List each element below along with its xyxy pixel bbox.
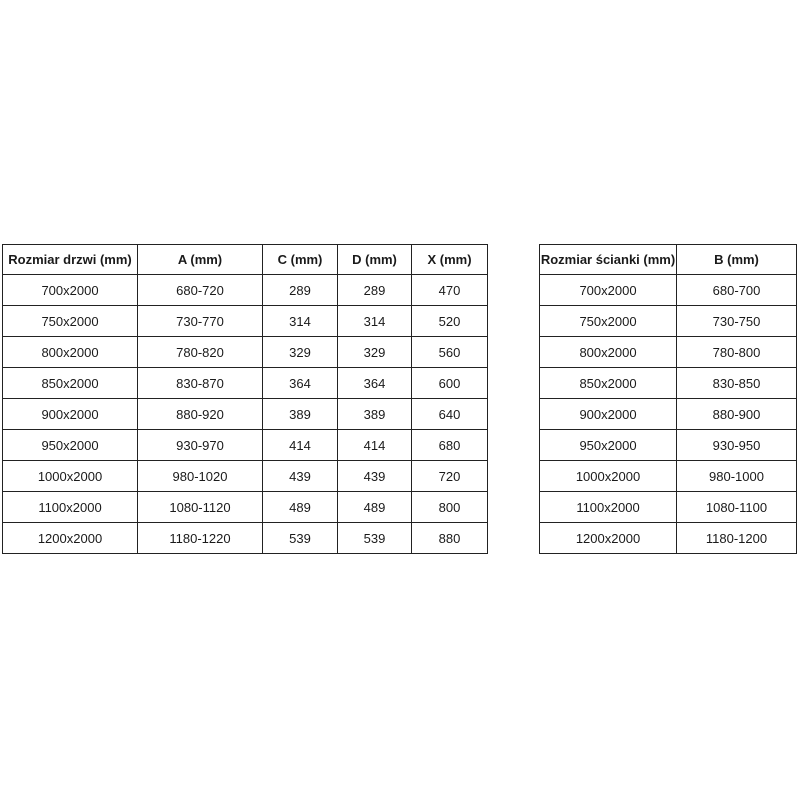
table-cell: 1080-1100 [677,492,797,523]
table-cell: 1200x2000 [3,523,138,554]
column-header: Rozmiar drzwi (mm) [3,245,138,275]
door-dimensions-table [2,244,488,554]
table-row [540,492,797,523]
table-cell: 414 [263,430,338,461]
table-cell: 980-1020 [138,461,263,492]
table-row [540,523,797,554]
table-cell: 1100x2000 [540,492,677,523]
table-cell: 539 [338,523,412,554]
table-cell: 800 [412,492,488,523]
table-cell: 1100x2000 [3,492,138,523]
table-cell: 930-970 [138,430,263,461]
table-cell: 850x2000 [3,368,138,399]
column-header: B (mm) [677,245,797,275]
table-cell: 930-950 [677,430,797,461]
table-cell: 680 [412,430,488,461]
header-row [540,245,797,275]
table-cell: 950x2000 [3,430,138,461]
table-cell: 470 [412,275,488,306]
table-row [3,368,488,399]
table-row [540,306,797,337]
table-cell: 314 [263,306,338,337]
table-row [540,368,797,399]
table-row [540,430,797,461]
table-cell: 439 [338,461,412,492]
wall-dimensions-body [540,275,797,554]
table-cell: 750x2000 [3,306,138,337]
table-cell: 680-720 [138,275,263,306]
table-cell: 489 [263,492,338,523]
table-row [540,275,797,306]
table-cell: 720 [412,461,488,492]
table-cell: 880-900 [677,399,797,430]
column-header: D (mm) [338,245,412,275]
table-cell: 700x2000 [540,275,677,306]
table-cell: 800x2000 [3,337,138,368]
table-cell: 830-870 [138,368,263,399]
table-cell: 389 [263,399,338,430]
table-cell: 730-770 [138,306,263,337]
table-cell: 880 [412,523,488,554]
table-cell: 780-820 [138,337,263,368]
wall-dimensions-header [540,245,797,275]
table-cell: 289 [338,275,412,306]
table-cell: 364 [338,368,412,399]
table-cell: 439 [263,461,338,492]
table-cell: 329 [338,337,412,368]
table-cell: 1000x2000 [540,461,677,492]
table-cell: 780-800 [677,337,797,368]
column-header: A (mm) [138,245,263,275]
table-cell: 560 [412,337,488,368]
table-cell: 900x2000 [540,399,677,430]
table-row [540,337,797,368]
table-cell: 640 [412,399,488,430]
table-cell: 389 [338,399,412,430]
table-row [3,337,488,368]
table-cell: 489 [338,492,412,523]
table-row [3,523,488,554]
table-cell: 289 [263,275,338,306]
table-cell: 314 [338,306,412,337]
table-cell: 730-750 [677,306,797,337]
table-cell: 700x2000 [3,275,138,306]
table-cell: 520 [412,306,488,337]
table-row [3,306,488,337]
table-cell: 900x2000 [3,399,138,430]
column-header: C (mm) [263,245,338,275]
table-cell: 800x2000 [540,337,677,368]
table-cell: 414 [338,430,412,461]
table-row [540,399,797,430]
table-cell: 830-850 [677,368,797,399]
table-cell: 850x2000 [540,368,677,399]
table-cell: 1180-1200 [677,523,797,554]
table-cell: 680-700 [677,275,797,306]
table-row [540,461,797,492]
table-cell: 880-920 [138,399,263,430]
table-row [3,275,488,306]
table-cell: 600 [412,368,488,399]
table-cell: 1000x2000 [3,461,138,492]
table-cell: 1200x2000 [540,523,677,554]
table-cell: 1180-1220 [138,523,263,554]
table-cell: 539 [263,523,338,554]
table-cell: 329 [263,337,338,368]
door-dimensions-body [3,275,488,554]
column-header: X (mm) [412,245,488,275]
table-row [3,430,488,461]
table-row [3,492,488,523]
header-row [3,245,488,275]
table-row [3,461,488,492]
table-cell: 950x2000 [540,430,677,461]
table-cell: 1080-1120 [138,492,263,523]
table-cell: 750x2000 [540,306,677,337]
table-cell: 364 [263,368,338,399]
column-header: Rozmiar ścianki (mm) [540,245,677,275]
wall-dimensions-table [539,244,797,554]
table-row [3,399,488,430]
table-cell: 980-1000 [677,461,797,492]
door-dimensions-header [3,245,488,275]
